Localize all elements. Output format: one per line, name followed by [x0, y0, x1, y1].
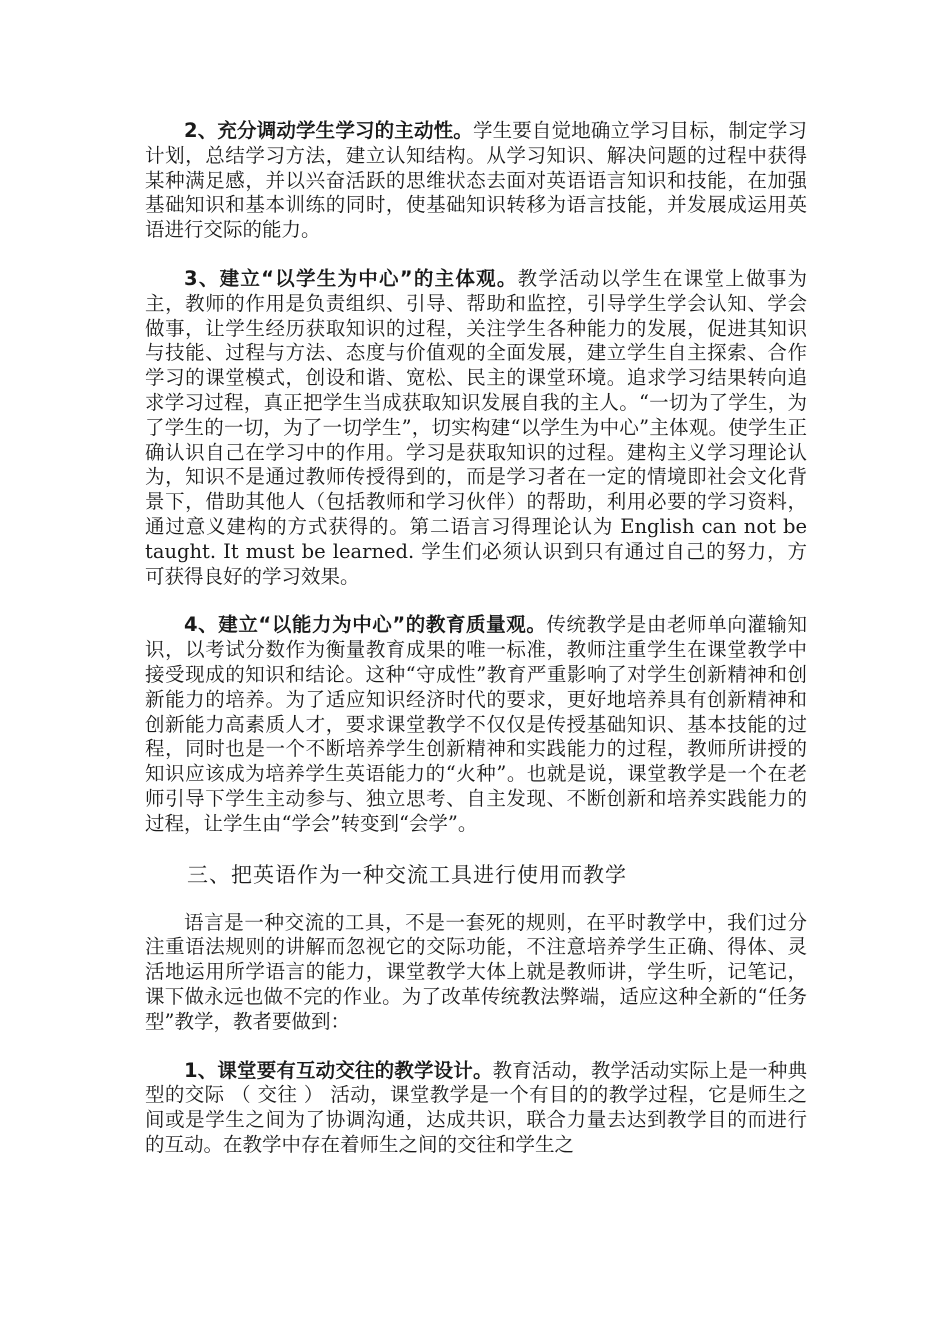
paragraph-ability-centered — [145, 613, 807, 836]
section-heading: 三、把英语作为一种交流工具进行使用而教学 — [187, 862, 627, 887]
paragraph-body: 教育活动，教学活动实际上是一种典型的交际 （ 交往 ） 活动，课堂教学是一个有目的的教学过程，它是师生之间或是学生之间为了协调沟通，达成共识，联合力量去达到教学目的而进行的互动。在教学中存在着师生之间的交往和学生之 — [145, 1058, 807, 1156]
paragraph-student-initiative — [145, 119, 807, 243]
paragraph-interactive-design — [145, 1059, 807, 1158]
paragraph-lead: 3、建立“以学生为中心”的主体观。 — [184, 266, 518, 290]
paragraph-lead: 1、课堂要有互动交往的教学设计。 — [184, 1058, 493, 1082]
paragraph-student-centered — [145, 267, 807, 589]
paragraph-body: 学生要自觉地确立学习目标，制定学习计划，总结学习方法，建立认知结构。从学习知识、解决问题的过程中获得某种满足感，并以兴奋活跃的思维状态去面对英语语言知识和技能，在加强基础知识和基本训练的同时，使基础知识转移为语言技能，并发展成运用英语进行交际的能力。 — [145, 119, 807, 242]
document-page — [145, 119, 807, 1182]
paragraph-lead: 2、充分调动学生学习的主动性。 — [184, 119, 473, 142]
paragraph-body: 教学活动以学生在课堂上做事为主，教师的作用是负责组织、引导、帮助和监控，引导学生学会认知、学会做事，让学生经历获取知识的过程，关注学生各种能力的发展，促进其知识与技能、过程与方法、态度与价值观的全面发展，建立学生自主探索、合作学习的课堂模式，创设和谐、宽松、民主的课堂环境。追求学习结果转向追求学习过程，真正把学生当成获取知识发展自我的主人。“一切为了学生，为了学生的一切，为了一切学生”，切实构建“以学生为中心”主体观。使学生正确认识自己在学习中的作用。学习是获取知识的过程。建构主义学习理论认为，知识不是通过教师传授得到的，而是学习者在一定的情境即社会文化背景下，借助其他人（包括教师和学习伙伴）的帮助，利用必要的学习资料，通过意义建构的方式获得的。第二语言习得理论认为 English can not be taught. It must be learned. 学生们必须认识到只有通过自己的努力，方可获得良好的学习效果。 — [145, 266, 807, 588]
paragraph-lead: 4、建立“以能力为中心”的教育质量观。 — [184, 613, 547, 637]
paragraph-body: 传统教学是由老师单向灌输知识，以考试分数作为衡量教育成果的唯一标准，教师注重学生在课堂教学中接受现成的知识和结论。这种“守成性”教育严重影响了对学生创新精神和创新能力的培养。为了适应知识经济时代的要求，更好地培养具有创新精神和创新能力高素质人才，要求课堂教学不仅仅是传授基础知识、基本技能的过程，同时也是一个不断培养学生创新精神和实践能力的过程，教师所讲授的知识应该成为培养学生英语能力的“火种”。也就是说，课堂教学是一个在老师引导下学生主动参与、独立思考、自主发现、不断创新和培养实践能力的过程，让学生由“学会”转变到“会学”。 — [145, 613, 807, 835]
paragraph-section-intro: 语言是一种交流的工具，不是一套死的规则，在平时教学中，我们过分注重语法规则的讲解而忽视它的交际功能，不注意培养学生正确、得体、灵活地运用所学语言的能力，课堂教学大体上就是教师讲，学生听，记笔记，课下做永远也做不完的作业。为了改革传统教法弊端，适应这种全新的“任务型”教学，教者要做到： — [145, 910, 807, 1033]
